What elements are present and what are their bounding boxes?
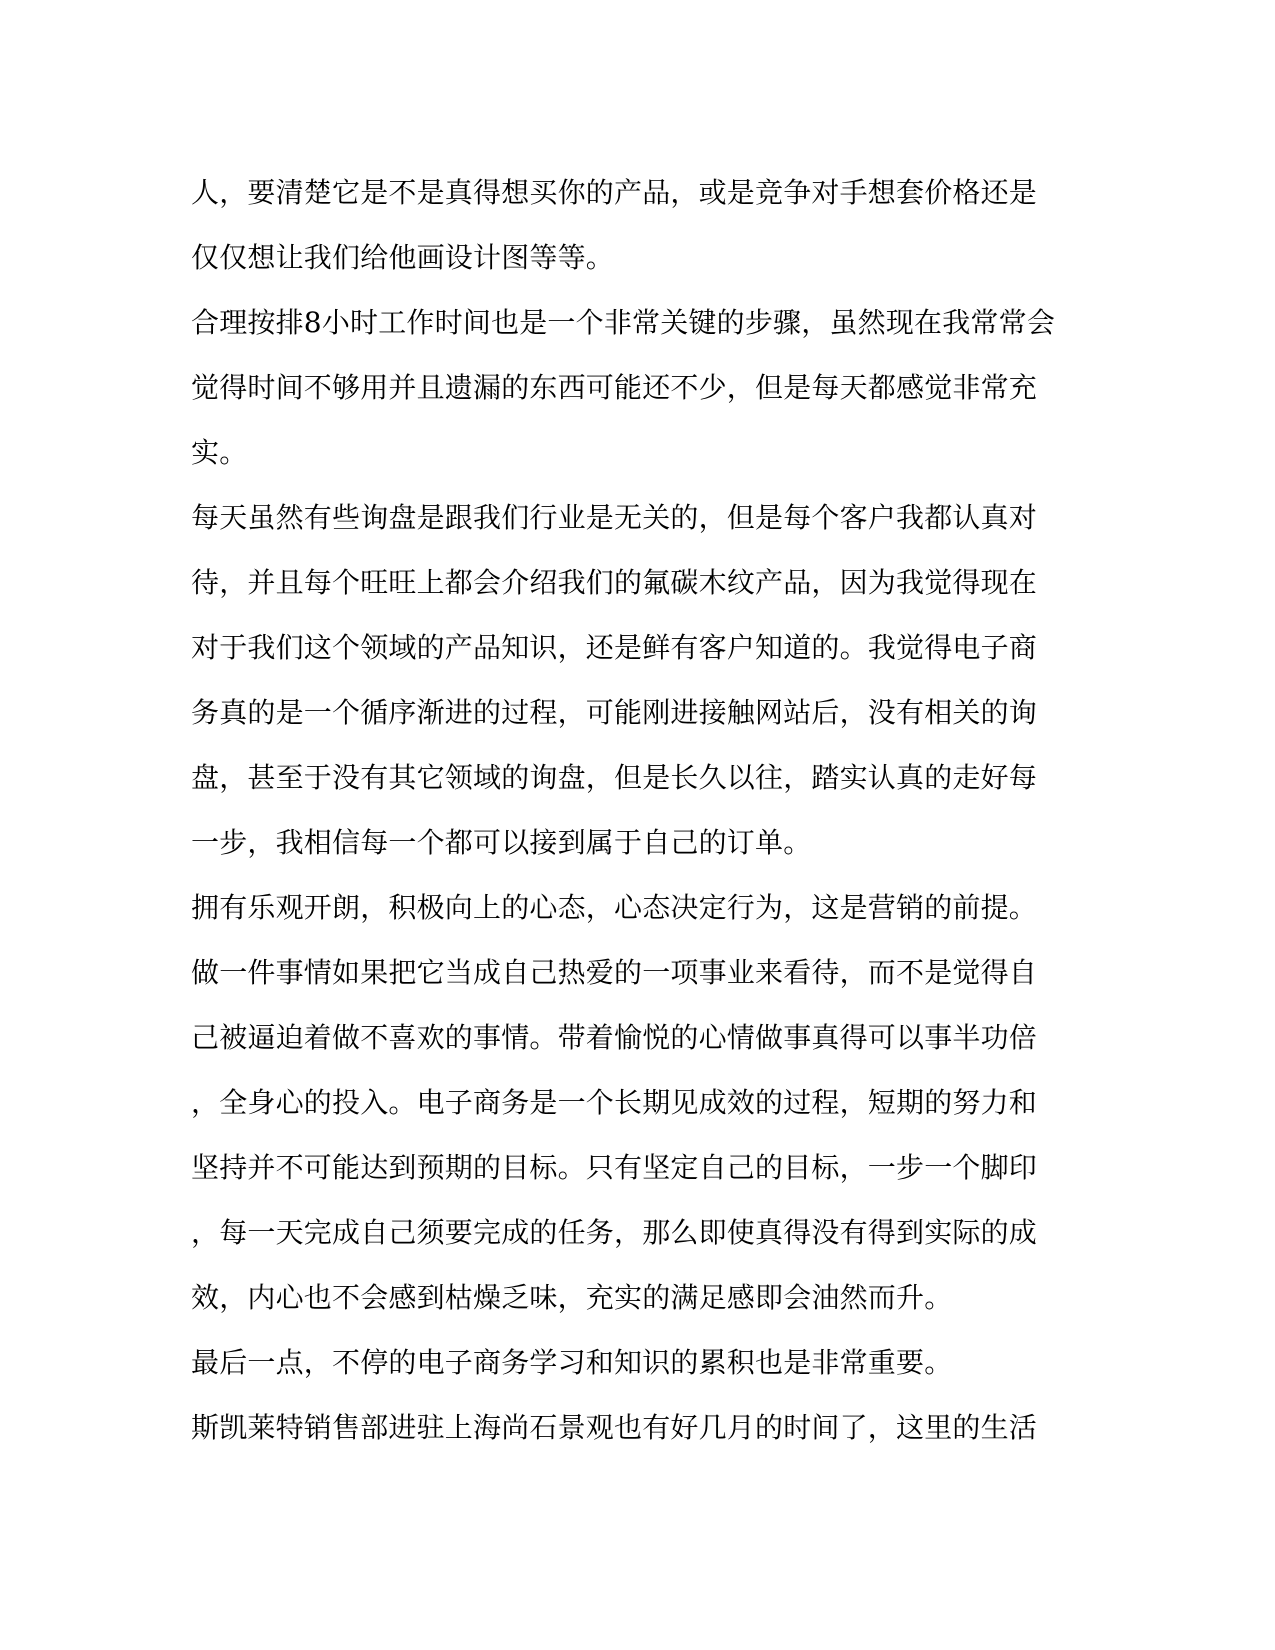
text-line: ，全身心的投入。电子商务是一个长期见成效的过程，短期的努力和 — [191, 1086, 1038, 1119]
text-line: 对于我们这个领域的产品知识，还是鲜有客户知道的。我觉得电子商 — [191, 631, 1038, 664]
text-line: 实。 — [191, 436, 248, 469]
text-line: 效，内心也不会感到枯燥乏味，充实的满足感即会油然而升。 — [191, 1281, 953, 1314]
text-line: 盘，甚至于没有其它领域的询盘，但是长久以往，踏实认真的走好每 — [191, 761, 1038, 794]
text-line: 每天虽然有些询盘是跟我们行业是无关的，但是每个客户我都认真对 — [191, 501, 1038, 534]
text-line: 务真的是一个循序渐进的过程，可能刚进接触网站后，没有相关的询 — [191, 696, 1038, 729]
text-line: 斯凯莱特销售部进驻上海尚石景观也有好几月的时间了，这里的生活 — [191, 1411, 1038, 1444]
text-line: 人，要清楚它是不是真得想买你的产品，或是竞争对手想套价格还是 — [191, 176, 1038, 209]
body-text — [191, 160, 1091, 1460]
text-line: 觉得时间不够用并且遗漏的东西可能还不少，但是每天都感觉非常充 — [191, 371, 1038, 404]
text-line: 仅仅想让我们给他画设计图等等。 — [191, 241, 615, 274]
text-line: 做一件事情如果把它当成自己热爱的一项事业来看待，而不是觉得自 — [191, 956, 1038, 989]
text-line: 一步，我相信每一个都可以接到属于自己的订单。 — [191, 826, 812, 859]
text-line: 待，并且每个旺旺上都会介绍我们的氟碳木纹产品，因为我觉得现在 — [191, 566, 1038, 599]
text-line: 合理按排8小时工作时间也是一个非常关键的步骤，虽然现在我常常会 — [191, 306, 1056, 339]
text-line: 坚持并不可能达到预期的目标。只有坚定自己的目标，一步一个脚印 — [191, 1151, 1038, 1184]
text-line: 己被逼迫着做不喜欢的事情。带着愉悦的心情做事真得可以事半功倍 — [191, 1021, 1038, 1054]
text-line: ，每一天完成自己须要完成的任务，那么即使真得没有得到实际的成 — [191, 1216, 1038, 1249]
text-line: 最后一点，不停的电子商务学习和知识的累积也是非常重要。 — [191, 1346, 953, 1379]
text-line: 拥有乐观开朗，积极向上的心态，心态决定行为，这是营销的前提。 — [191, 891, 1038, 924]
